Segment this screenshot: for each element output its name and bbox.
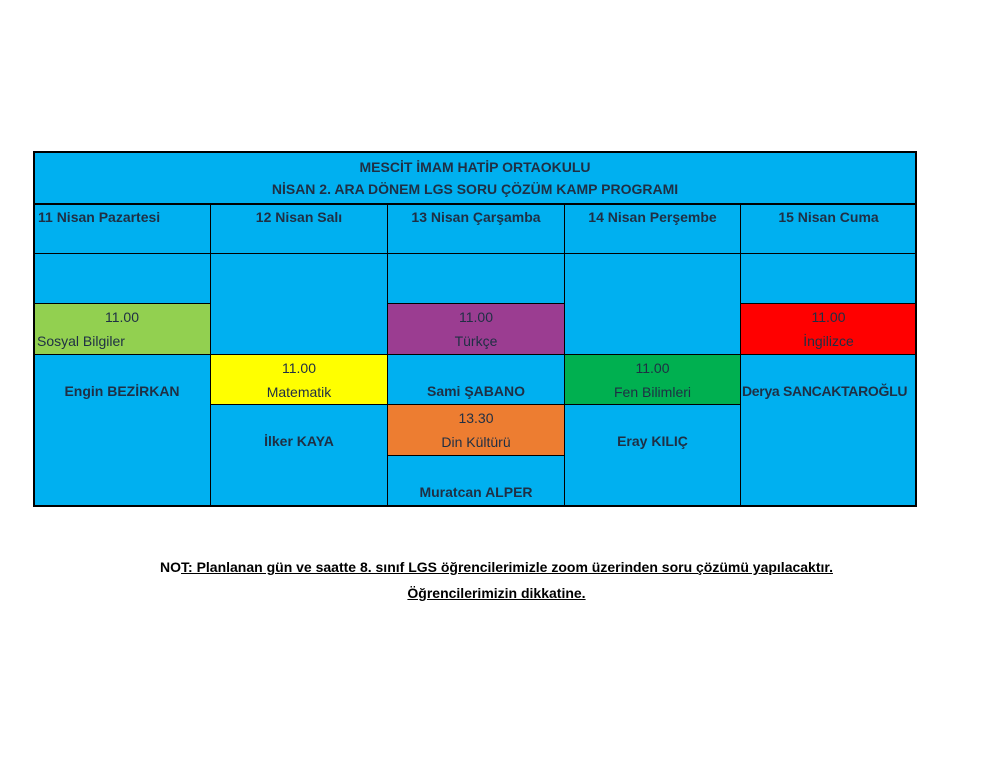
empty-cell — [33, 253, 211, 304]
session-subject: Fen Bilimleri — [613, 383, 691, 400]
note-prefix: NO — [160, 559, 182, 575]
session-subject: Sosyal Bilgiler — [37, 333, 125, 349]
schedule-title — [33, 151, 917, 204]
session-time: 11.00 — [811, 309, 846, 325]
program-title: NİSAN 2. ARA DÖNEM LGS SORU ÇÖZÜM KAMP PROGRAMI — [271, 180, 679, 197]
note-line-2 — [0, 585, 993, 601]
session-subject: İngilizce — [803, 333, 854, 349]
day-header-friday: 15 Nisan Cuma — [740, 204, 917, 254]
session-wednesday-1 — [387, 303, 565, 355]
teacher-monday: Engin BEZİRKAN — [33, 354, 211, 507]
note-line-1 — [0, 559, 993, 575]
session-thursday — [564, 354, 741, 405]
session-time: 11.00 — [635, 359, 670, 376]
session-subject: Din Kültürü — [441, 434, 511, 450]
teacher-tuesday: İlker KAYA — [210, 404, 388, 507]
day-header-monday: 11 Nisan Pazartesi — [33, 204, 211, 254]
session-time: 11.00 — [105, 309, 139, 325]
teacher-wednesday-2: Muratcan ALPER — [387, 455, 565, 507]
session-subject: Türkçe — [454, 333, 498, 349]
session-time: 13.30 — [458, 410, 494, 426]
day-header-wednesday: 13 Nisan Çarşamba — [387, 204, 565, 254]
empty-cell — [210, 253, 388, 355]
school-name: MESCİT İMAM HATİP ORTAOKULU — [359, 158, 591, 175]
teacher-wednesday-1: Sami ŞABANO — [387, 354, 565, 405]
day-header-tuesday: 12 Nisan Salı — [210, 204, 388, 254]
session-monday — [33, 303, 211, 355]
session-time: 11.00 — [282, 359, 316, 376]
note-text: T: Planlanan gün ve saatte 8. sınıf LGS öğrencilerimizle zoom üzerinden soru çözümü yapılacaktır. — [181, 559, 833, 575]
session-wednesday-2 — [387, 404, 565, 456]
session-tuesday — [210, 354, 388, 405]
empty-cell — [387, 253, 565, 304]
note-attention: Öğrencilerimizin dikkatine. — [407, 585, 586, 601]
empty-cell — [564, 253, 741, 355]
teacher-friday: Derya SANCAKTAROĞLU — [740, 354, 917, 507]
session-subject: Matematik — [266, 383, 332, 400]
day-header-thursday: 14 Nisan Perşembe — [564, 204, 741, 254]
empty-cell — [740, 253, 917, 304]
session-time: 11.00 — [459, 309, 493, 325]
session-friday — [740, 303, 917, 355]
teacher-thursday: Eray KILIÇ — [564, 404, 741, 507]
